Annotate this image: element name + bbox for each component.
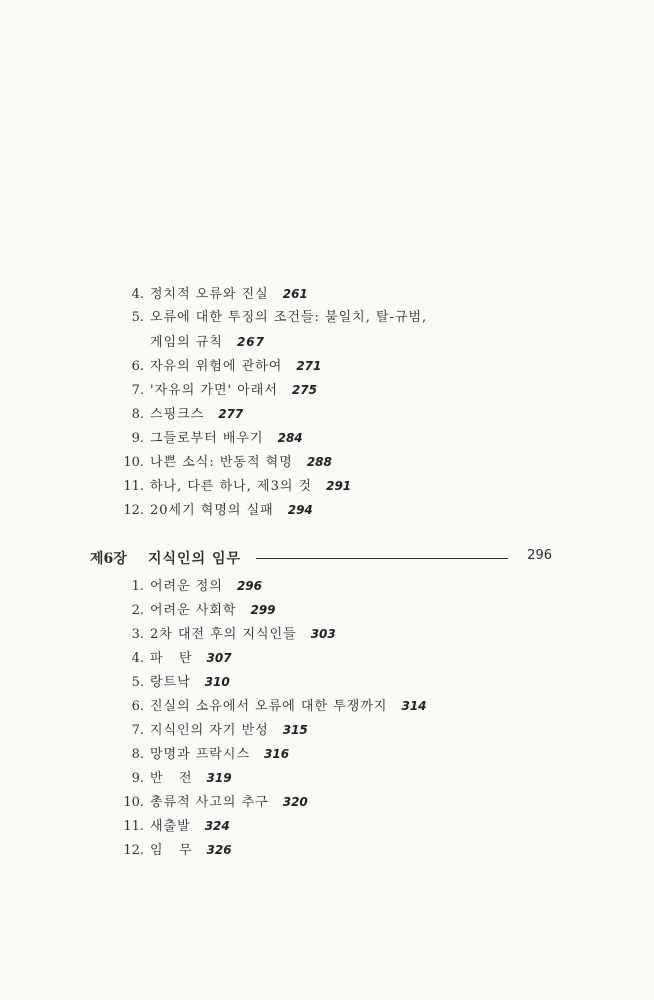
entry-number: 12. bbox=[123, 843, 144, 858]
entry-number: 11. bbox=[123, 479, 144, 494]
toc-entry bbox=[118, 745, 289, 764]
entry-title: 반 전 bbox=[150, 771, 193, 786]
entry-number: 6. bbox=[131, 359, 144, 374]
entry-number: 3. bbox=[131, 627, 144, 642]
entry-page: 326 bbox=[206, 843, 232, 857]
entry-title: 임 무 bbox=[150, 843, 193, 858]
entry-page: 319 bbox=[206, 771, 232, 785]
entry-number: 7. bbox=[131, 383, 144, 398]
entry-title: 총류적 사고의 추구 bbox=[150, 795, 269, 810]
entry-title: 오류에 대한 투징의 조건들: 불일치, 탈-규범, bbox=[150, 310, 428, 325]
entry-number: 7. bbox=[131, 723, 144, 738]
entry-title: 자유의 위험에 관하여 bbox=[150, 359, 283, 374]
entry-title: 새출발 bbox=[150, 819, 191, 834]
entry-number: 11. bbox=[123, 819, 144, 834]
toc-entry bbox=[118, 769, 232, 788]
entry-title-continuation: 게임의 규칙 bbox=[150, 335, 223, 350]
chapter-number: 제6장 bbox=[90, 551, 127, 567]
entry-number: 6. bbox=[131, 699, 144, 714]
toc-entry bbox=[118, 477, 351, 496]
chapter-heading bbox=[90, 548, 552, 568]
entry-number: 8. bbox=[131, 407, 144, 422]
entry-page: 315 bbox=[282, 723, 308, 737]
chapter-title: 지식인의 임무 bbox=[148, 551, 242, 567]
toc-entry bbox=[118, 501, 313, 520]
entry-number: 9. bbox=[131, 431, 144, 446]
entry-number: 10. bbox=[123, 455, 144, 470]
toc-entry bbox=[118, 649, 232, 668]
toc-entry bbox=[118, 625, 336, 644]
toc-entry bbox=[118, 697, 427, 716]
entry-page: 275 bbox=[291, 383, 317, 397]
toc-entry bbox=[118, 817, 230, 836]
entry-page: 299 bbox=[250, 603, 276, 617]
entry-page: 261 bbox=[282, 287, 308, 301]
entry-page: 320 bbox=[282, 795, 308, 809]
entry-title: 2차 대전 후의 지식인들 bbox=[150, 627, 297, 642]
toc-entry bbox=[118, 429, 303, 448]
leader-rule bbox=[256, 558, 508, 559]
toc-entry-continuation bbox=[150, 333, 265, 352]
toc-entry bbox=[118, 841, 232, 860]
toc-entry bbox=[118, 793, 308, 812]
entry-page: 291 bbox=[326, 479, 352, 493]
toc-entry bbox=[118, 601, 276, 620]
entry-page: 316 bbox=[264, 747, 290, 761]
entry-title: 하나, 다른 하나, 제3의 것 bbox=[150, 479, 313, 494]
chapter-page: 296 bbox=[527, 548, 552, 563]
toc-entry bbox=[118, 721, 308, 740]
entry-title: 나쁜 소식: 반동적 혁명 bbox=[150, 455, 293, 470]
toc-entry bbox=[118, 309, 427, 327]
entry-page: 303 bbox=[310, 627, 336, 641]
entry-title: 정치적 오류와 진실 bbox=[150, 287, 269, 302]
entry-number: 5. bbox=[131, 675, 144, 690]
entry-page: 288 bbox=[306, 455, 332, 469]
entry-number: 9. bbox=[131, 771, 144, 786]
entry-number: 10. bbox=[123, 795, 144, 810]
toc-entry bbox=[118, 453, 332, 472]
entry-number: 5. bbox=[131, 310, 144, 325]
entry-page: 324 bbox=[204, 819, 230, 833]
toc-entry bbox=[118, 357, 321, 376]
toc-entry bbox=[118, 577, 262, 596]
entry-page: 271 bbox=[296, 359, 322, 373]
entry-title: 파 탄 bbox=[150, 651, 193, 666]
entry-title: '자유의 가면' 아래서 bbox=[150, 383, 278, 398]
entry-page: 267 bbox=[236, 335, 265, 349]
entry-number: 4. bbox=[131, 287, 144, 302]
toc-entry bbox=[118, 673, 230, 692]
entry-page: 294 bbox=[287, 503, 313, 517]
entry-page: 284 bbox=[277, 431, 303, 445]
toc-entry bbox=[118, 285, 308, 304]
entry-title: 랑트낙 bbox=[150, 675, 191, 690]
entry-number: 2. bbox=[131, 603, 144, 618]
entry-page: 277 bbox=[218, 407, 244, 421]
entry-number: 8. bbox=[131, 747, 144, 762]
entry-page: 296 bbox=[236, 579, 262, 593]
entry-title: 그들로부터 배우기 bbox=[150, 431, 264, 446]
entry-page: 314 bbox=[401, 699, 427, 713]
entry-page: 307 bbox=[206, 651, 232, 665]
entry-title: 망명과 프락시스 bbox=[150, 747, 251, 762]
entry-number: 4. bbox=[131, 651, 144, 666]
toc-entry bbox=[118, 381, 317, 400]
entry-title: 스핑크스 bbox=[150, 407, 205, 422]
entry-title: 진실의 소유에서 오류에 대한 투쟁까지 bbox=[150, 699, 388, 714]
entry-title: 지식인의 자기 반성 bbox=[150, 723, 269, 738]
entry-page: 310 bbox=[204, 675, 230, 689]
entry-title: 어려운 사회학 bbox=[150, 603, 237, 618]
entry-number: 12. bbox=[123, 503, 144, 518]
entry-title: 어려운 정의 bbox=[150, 579, 223, 594]
entry-number: 1. bbox=[131, 579, 144, 594]
toc-entry bbox=[118, 405, 243, 424]
entry-title: 20세기 혁명의 실패 bbox=[150, 503, 274, 518]
